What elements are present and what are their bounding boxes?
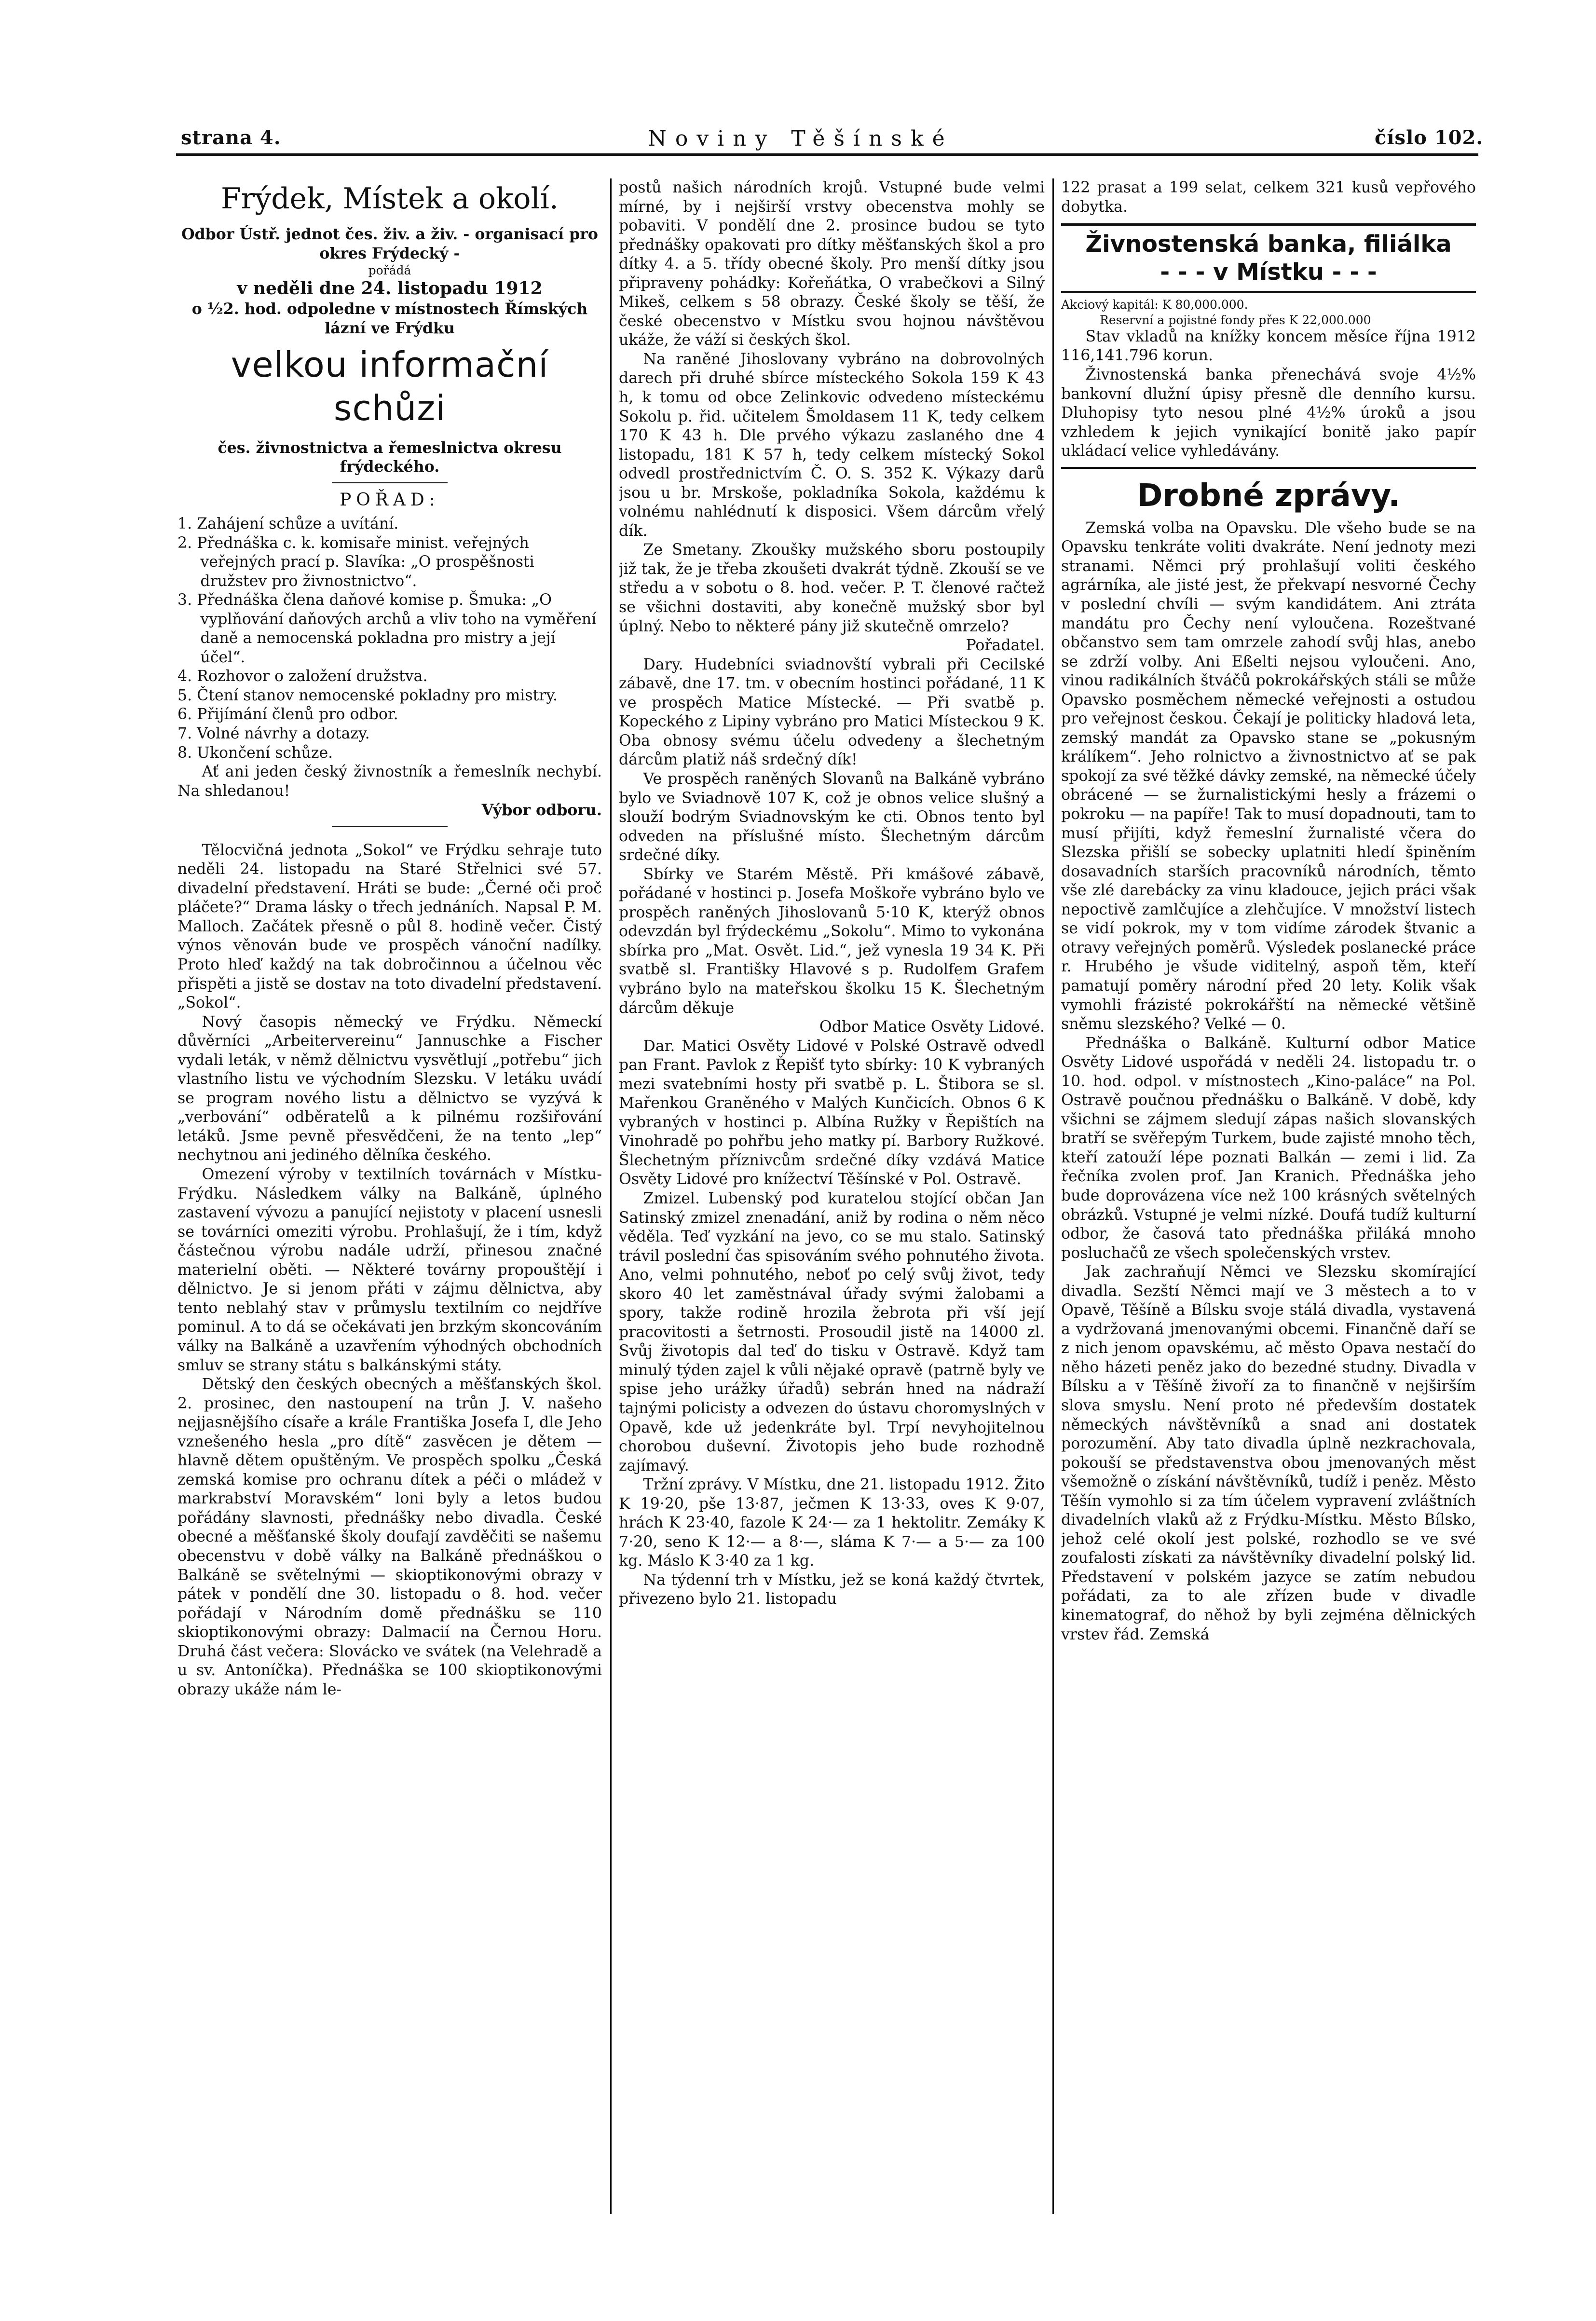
article-paragraph: Zemská volba na Opavsku. Dle všeho bude se na Opavsku tenkráte voliti dvakráte. Není jednoty mezi stranami. Němci prý prohlašují voliti českého agrárníka, ale jisté jest, že překvapí nesvorné Čechy v poslední chvíli — svým kandidátem. Ani ztráta mandátu pro Čechy není vyloučena. Rozeštvané občanstvo sem tam omrzele zahodí svůj hlas, anebo se zdrží volby. Ani Eßelti nejsou vyloučeni. Ano, vinou radikálních štváčů pokrokářských stáli se může Opavsko posměchem německé veřejnosti a ostudou pro veřejnost českou. Čekají je politicky hladová leta, zemský mandát za Opavsko stane se „pokusným králíkem“. Jeho rolnictvo a živnostnictvo ať se pak spokojí za své těžké dávky zemské, na německé účely obrácené — se žurnalistickými hesly a frázemi o pokroku — na papíře! Tak to musí dopadnouti, tam to musí přijíti, když řemeslní žurnalisté včera do Slezska přišlí se sobecky uplatniti hledí špiněním dosavadních starších pracovníků národních, těmto vše zlé darebácky za vinu kladouce, jejich práci však nepoctivě zamlčujíce a zlehčujíce. V množství listech se vidí pokrok, my v tom vidíme zárodek štvanic a otravy veřejných poměrů. Výsledek poslanecké práce r. Hrubého je všude viditelný, aspoň těm, kteří pamatují poměry národní před 20 lety. Kolik však vymohli frázisté pokrokářští na německé většině sněmu slezského? Velké — 0.: [1061, 519, 1476, 1033]
column-3: [1061, 178, 1476, 2215]
article-paragraph: Sbírky ve Starém Městě. Při kmášové zábavě, pořádané v hostinci p. Josefa Moškoře vybráno bylo ve prospěch raněných Jihoslovanů 5·10 K, kterýž obnos odevzdán byl frýdeckému „Sokolu“. Mimo to vykonána sbírka pro „Mat. Osvět. Lid.“, jež vynesla 19 34 K. Při svatbě sl. Františky Hlavové s p. Rudolfem Grafem vybráno bylo na mateřskou školku 15 K. Šlechetným dárcům děkuje: [619, 865, 1045, 1017]
article-paragraph: Stav vkladů na knížky koncem měsíce října 1912 116,141.796 korun.: [1061, 328, 1476, 365]
bank-branch: - - - v Místku - - -: [1160, 258, 1377, 286]
page-number: strana 4.: [181, 126, 281, 149]
section-title: Drobné zprávy.: [1137, 478, 1400, 514]
article-paragraph: Živnostenská banka přenechává svoje 4½% bankovní dlužní úpisy přesně dle denního kursu. Dluhopisy tyto nesou plné 4½% úroků a jsou vzhledem k jejich vynikající bonitě jako papír ukládací velice vyhledávány.: [1061, 366, 1476, 460]
column-divider: [1052, 178, 1054, 2214]
program-item: 1. Zahájení schůze a uvítání.: [177, 515, 399, 532]
program-item: 2. Přednáška c. k. komisaře minist. veřejných veřejných prací p. Slavíka: „O prospěšnosti družstev pro živnostnictvo“.: [177, 534, 534, 590]
article-paragraph: Na týdenní trh v Místku, jež se koná každý čtvrtek, přivezeno bylo 21. listopadu: [619, 1571, 1045, 1608]
article-paragraph: Přednáška o Balkáně. Kulturní odbor Matice Osvěty Lidové uspořádá v neděli 24. listopadu tr. o 10. hod. odpol. v místnostech „Kino-paláce“ na Pol. Ostravě poučnou přednášku o Balkáně. V době, kdy všichni se zájmem sledují zápas našich slovanských bratří se svěřepým Turkem, bude zajisté mnoho těch, kteří zatouží lépe poznati Balkán — zemi i lid. Za řečníka zvolen prof. Jan Kranich. Přednáška jeho bude doprovázena více než 100 krásných světelných obrázků. Vstupné je velmi nízké. Doufá tudíž kulturní odbor, že časová tato přednáška přiláká mnoho posluchačů ze všech společenských vrstev.: [1061, 1034, 1476, 1262]
article-paragraph: Dary. Hudebníci sviadnovští vybrali při Cecilské zábavě, dne 17. tm. v obecním hostinci pořádané, 11 K ve prospěch Matice Místecké. — Při svatbě p. Kopeckého z Lipiny vybráno pro Matici Místeckou 9 K. Oba obnosy svému účelu odvedeny a šlechetným dárcům platiž náš srdečný dík!: [619, 655, 1045, 769]
notice-text: pořádá: [368, 263, 411, 278]
article-paragraph: Dar. Matici Osvěty Lidové v Polské Ostravě odvedl pan Frant. Pavlok z Řepišť tyto sbírky: 10 K vybraných mezi svatebními hosty při svatbě p. L. Štibora se sl. Mařenkou Graněného v Malých Kunčicích. Obnos 6 K vybraných v hostinci p. Albína Ružky v Řepištích na Vinohradě po pohřbu jeho matky pí. Barbory Ružkové. Šlechetným příznivcům srdečné díky vzdává Matice Osvěty Lidové pro knížectví Těšínské v Pol. Ostravě.: [619, 1037, 1045, 1188]
program-heading: POŘAD:: [340, 490, 440, 510]
masthead: Noviny Těšínské: [648, 126, 954, 151]
divider: [332, 482, 448, 483]
notice-event: velkou informační schůzi: [231, 344, 549, 428]
column-2: [619, 178, 1045, 2215]
column-1: [177, 178, 602, 2215]
article-paragraph: Ve prospěch raněných Slovanů na Balkáně vybráno bylo ve Sviadnově 107 K, což je obnos velice slušný a slouží bodrým Sviadnovským ke cti. Obnos tento byl odveden na příslušné místo. Šlechetným dárcům srdečné díky.: [619, 770, 1045, 864]
notice-place: o ½2. hod. odpoledne v místnostech Římských lázní ve Frýdku: [191, 300, 588, 337]
article-paragraph: Ze Smetany. Zkoušky mužského sboru postoupily již tak, že je třeba zkoušeti dvakrát týdně. Zkouší se ve středu a v sobotu o 8. hod. večer. P. T. členové račtež se všichni dostaviti, aby konečně mužský sbor byl úplný. Nebo to některé pány již skutečně omrzelo?: [619, 541, 1045, 635]
column-divider: [610, 178, 612, 2214]
article-paragraph: Tržní zprávy. V Místku, dne 21. listopadu 1912. Žito K 19·20, pše 13·87, ječmen K 13·33, oves K 9·07, hrách K 23·40, fazole K 24·— za 1 hektolitr. Zemáky K 7·20, seno K 12·— a 8·—, sláma K 7·— a 5·— za 100 kg. Máslo K 3·40 za 1 kg.: [619, 1476, 1045, 1570]
article-paragraph: Jak zachraňují Němci ve Slezsku skomírající divadla. Sezští Němci mají ve 3 městech a to v Opavě, Těšíně a Bílsku svoje stálá divadla, vystavená a vydržovaná jmenovanými obcemi. Finančně daří se z nich jenom opavskému, ač město Opava nestačí do něho házeti peněz jako do bezedné studny. Divadla v Bílsku a v Těšíně živoří za to finančně v nejširším slova smyslu. Není proto né především dostatek německých návštěvníků a snad ani dostatek porozumění. Aby tato divadla úplně nezkrachovala, pokouší se představenstva obou jmenovaných měst všemožně o získání návštěvníků, tudíž i peněz. Město Těšín vymohlo si za tím účelem vypravení zvláštních divadelních vlaků až z Frýdku-Místku. Město Bílsko, jehož celé okolí jest polské, rozhodlo se ve své zoufalosti získati za návštěvníky divadelní polský lid. Představení v polském jazyce se zatím nebudou pořádati, za to ale zřízen bude v divadle kinematograf, do něhož by byli zejména dělnických vrstev řád. Zemská: [1061, 1263, 1476, 1643]
article-paragraph: Omezení výroby v textilních továrnách v Místku-Frýdku. Následkem války na Balkáně, úplného zastavení vývozu a panující nejistoty v placení usnesli se továrníci omeziti výrobu. Prohlašují, že i tím, když částečnou výrobu nadále udrží, přinesou značné materielní oběti. — Některé továrny propouštějí i dělnictvo. Je si jenom přáti v zájmu dělnictva, aby tento neblahý stav v průmyslu textilním co nejdříve pominul. A to dá se očekávati jen brzkým skoncováním války na Balkáně a uzavřením výhodných obchodních smluv se strany státu s balkánskými státy.: [177, 1166, 602, 1374]
program-item: 4. Rozhovor o založení družstva.: [177, 668, 428, 685]
signature: Pořadatel.: [966, 637, 1045, 655]
article-paragraph: 122 prasat a 199 selat, celkem 321 kusů vepřového dobytka.: [1061, 179, 1476, 216]
article-paragraph: Dětský den českých obecných a měšťanských škol. 2. prosinec, den nastoupení na trůn J. V. našeho nejjasnějšího císaře a krále Františka Josefa I, dle Jeho vznešeného hesla „pro dítě“ zasvěcen je dětem — hlavně dětem opuštěným. Ve prospěch spolku „Česká zemská komise pro ochranu dítek a péči o mládež v markrabství Moravském“ loni byly a letos budou pořádány slavnosti, přednášky nebo divadla. České obecné a měšťanské školy doufají zavděčiti se našemu obecenstvu v době války na Balkáně přednáškou o Balkáně se světelnými — skioptikonovými obrazy v pátek v pondělí dne 30. listopadu o 8. hod. večer pořádají v Národním domě přednášku se 110 skioptikonovými obrazy: Dalmacií na Černou Horu. Druhá část večera: Slovácko ve svátek (na Velehradě a u sv. Antoníčka). Přednáška se 100 skioptikonovými obrazy ukáže nám le-: [177, 1376, 602, 1698]
article-paragraph: Nový časopis německý ve Frýdku. Německí důvěrníci „Arbeitervereinu“ Jannuschke a Fischer vydali leták, v němž dělnictvu vysvětlují „potřebu“ jich vlastního listu ve východním Slezsku. V letáku uvádí se program nového listu a dělnictvo se vyzývá k „verbování“ odběratelů a k pilnému rozšiřování letáků. Jsme pevně přesvědčeni, že na tento „lep“ nechytnou ani jediného dělníka českého.: [177, 1013, 602, 1164]
bank-capital: Akciový kapitál: K 80,000.000.: [1061, 298, 1248, 312]
notice-heading: Odbor Ústř. jednot čes. živ. a živ. - organisací pro okres Frýdecký -: [181, 225, 598, 262]
divider: [332, 826, 448, 827]
article-paragraph: postů našich národních krojů. Vstupné bude velmi mírné, by i nejširší vrstvy obecenstva mohly se pobaviti. V pondělí dne 2. prosince budou se tyto přednášky opakovati pro dítky měšťanských škol a pro dítky 4. a 5. třídy obecné školy. Pro menší dítky jsou připraveny pohádky: Kořeňátka, O vrabečkovi a Silný Mikeš, celkem s 58 obrazy. České školy se těší, že české obecenstvo v Místku svou hojnou návštěvou ukáže, že váží si českých škol.: [619, 179, 1045, 349]
program-item: 7. Volné návrhy a dotazy.: [177, 725, 370, 742]
article-paragraph: Zmizel. Lubenský pod kuratelou stojící občan Jan Satinský zmizel znenadání, aniž by rodina o něm něco věděla. Teď vyzkání na jevo, co se mu stalo. Satinský trávil poslední čas spisováním svého pohnutého života. Ano, velmi pohnutého, neboť po celý svůj život, tedy skoro 40 let zaměstnával úřady svými žalobami a spory, takže rodině hrozila žebrota při vší její pracovitosti a šetrnosti. Prosoudil jistě na 14000 zl. Svůj životopis dal teď do tisku v Ostravě. Když tam minulý týden zajel k vůli nějaké opravě (patrně byly ve spise jeho urážky úřadů) sebrán hned na nádraží tajnými policisty a odvezen do ústavu choromyslných v Opavě, kde už jedenkráte byl. Trpí nevyhojitelnou chorobou duševní. Životopis jeho bude rozhodně zajímavý.: [619, 1189, 1045, 1475]
article-paragraph: Na raněné Jihoslovany vybráno na dobrovolných darech při druhé sbírce místeckého Sokola 159 K 43 h, k tomu od obce Zelinkovic odvedeno místeckému Sokolu p. řid. učitelem Šmoldasem 11 K, tedy celkem 170 K 43 h. Dle prvého výkazu zaslaného dne 4 listopadu, 181 K 57 h, tedy celkem místecký Sokol odvedl prostřednictvím Č. O. S. 352 K. Výkazy darů jsou u br. Mrskoše, pokladníka Sokola, každému k volnému nahlédnutí k disposici. Všem dárcům vřelý dík.: [619, 350, 1045, 540]
program-item: 6. Přijímání členů pro odbor.: [177, 706, 398, 724]
notice-text: čes. živnostnictva a řemeslnictva okresu frýdeckého.: [218, 438, 562, 476]
signature: Výbor odboru.: [481, 801, 602, 819]
program-item: 5. Čtení stanov nemocenské pokladny pro mistry.: [177, 686, 558, 704]
article-paragraph: Tělocvičná jednota „Sokol“ ve Frýdku sehraje tuto neděli 24. listopadu na Staré Střelnici své 57. divadelní představení. Hráti se bude: „Černé oči proč pláčete?“ Drama lásky o třech jednáních. Napsal P. M. Malloch. Začátek přesně o půl 8. hodině večer. Čistý výnos věnován bude ve prospěch vánoční nadílky. Proto hleď každý na tak dobročinnou a účelnou věc přispěti a jistě se dostav na toto divadelní představení. „Sokol“.: [177, 841, 602, 1012]
signature: Odbor Matice Osvěty Lidové.: [819, 1018, 1045, 1036]
program-item: 8. Ukončení schůze.: [177, 744, 333, 762]
header-rule: [176, 153, 1478, 156]
issue-number: číslo 102.: [1375, 126, 1484, 149]
bank-name: Živnostenská banka, filiálka: [1085, 231, 1452, 258]
section-title: Frýdek, Místek a okolí.: [221, 182, 559, 216]
program-item: 3. Přednáška člena daňové komise p. Šmuka: „O vyplňování daňových archů a vliv toho na vyměření daně a nemocenská pokladna pro mistry a její účel“.: [177, 591, 597, 666]
notice-date: v neděli dne 24. listopadu 1912: [237, 278, 543, 299]
bank-reserves: Reservní a pojistné fondy přes K 22,000.000: [1100, 313, 1371, 327]
notice-text: Ať ani jeden český živnostník a řemeslník nechybí. Na shledanou!: [177, 763, 602, 800]
